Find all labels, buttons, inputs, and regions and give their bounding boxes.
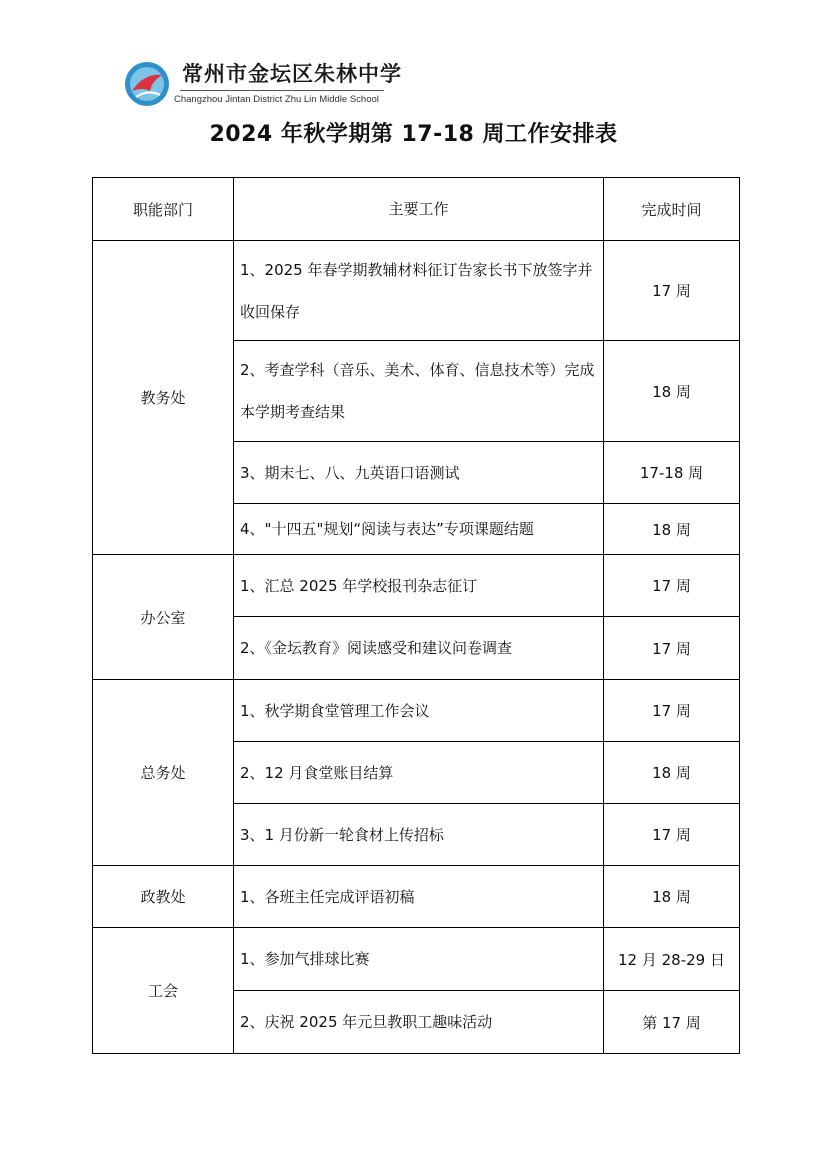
table-row (93, 241, 740, 341)
column-header-time: 完成时间 (604, 178, 740, 241)
task-cell: 2、12 月食堂账目结算 (234, 742, 604, 804)
time-cell: 12 月 28-29 日 (604, 928, 740, 991)
table-row (93, 555, 740, 617)
column-header-dept: 职能部门 (93, 178, 234, 241)
logo-english-name: Changzhou Jintan District Zhu Lin Middle School (174, 94, 379, 105)
time-cell: 18 周 (604, 866, 740, 928)
task-cell: 1、各班主任完成评语初稿 (234, 866, 604, 928)
time-cell: 第 17 周 (604, 991, 740, 1054)
column-header-task: 主要工作 (234, 178, 604, 241)
school-emblem-icon (124, 61, 170, 107)
dept-cell: 政教处 (93, 866, 234, 928)
table-row (93, 680, 740, 742)
task-cell: 1、参加气排球比赛 (234, 928, 604, 991)
task-cell: 2、考查学科（音乐、美术、体育、信息技术等）完成本学期考查结果 (234, 341, 604, 442)
task-cell: 4、"十四五"规划“阅读与表达”专项课题结题 (234, 504, 604, 555)
time-cell: 17 周 (604, 617, 740, 680)
task-cell: 1、秋学期食堂管理工作会议 (234, 680, 604, 742)
logo-divider (180, 90, 384, 91)
time-cell: 18 周 (604, 742, 740, 804)
time-cell: 18 周 (604, 504, 740, 555)
time-cell: 17 周 (604, 555, 740, 617)
logo-chinese-name: 常州市金坛区朱林中学 (182, 61, 402, 86)
dept-cell: 办公室 (93, 555, 234, 680)
dept-cell: 工会 (93, 928, 234, 1054)
task-cell: 2、庆祝 2025 年元旦教职工趣味活动 (234, 991, 604, 1054)
table-row (93, 866, 740, 928)
time-cell: 17 周 (604, 804, 740, 866)
task-cell: 1、2025 年春学期教辅材料征订告家长书下放签字并收回保存 (234, 241, 604, 341)
time-cell: 17-18 周 (604, 442, 740, 504)
time-cell: 17 周 (604, 241, 740, 341)
page-title: 2024 年秋学期第 17-18 周工作安排表 (209, 122, 618, 147)
dept-cell: 教务处 (93, 241, 234, 555)
task-cell: 1、汇总 2025 年学校报刊杂志征订 (234, 555, 604, 617)
dept-cell: 总务处 (93, 680, 234, 866)
task-cell: 2、《金坛教育》阅读感受和建议问卷调查 (234, 617, 604, 680)
table-row (93, 928, 740, 991)
time-cell: 18 周 (604, 341, 740, 442)
time-cell: 17 周 (604, 680, 740, 742)
task-cell: 3、期末七、八、九英语口语测试 (234, 442, 604, 504)
schedule-table (92, 177, 740, 1054)
table-header-row (93, 178, 740, 241)
task-cell: 3、1 月份新一轮食材上传招标 (234, 804, 604, 866)
school-logo (124, 58, 402, 108)
